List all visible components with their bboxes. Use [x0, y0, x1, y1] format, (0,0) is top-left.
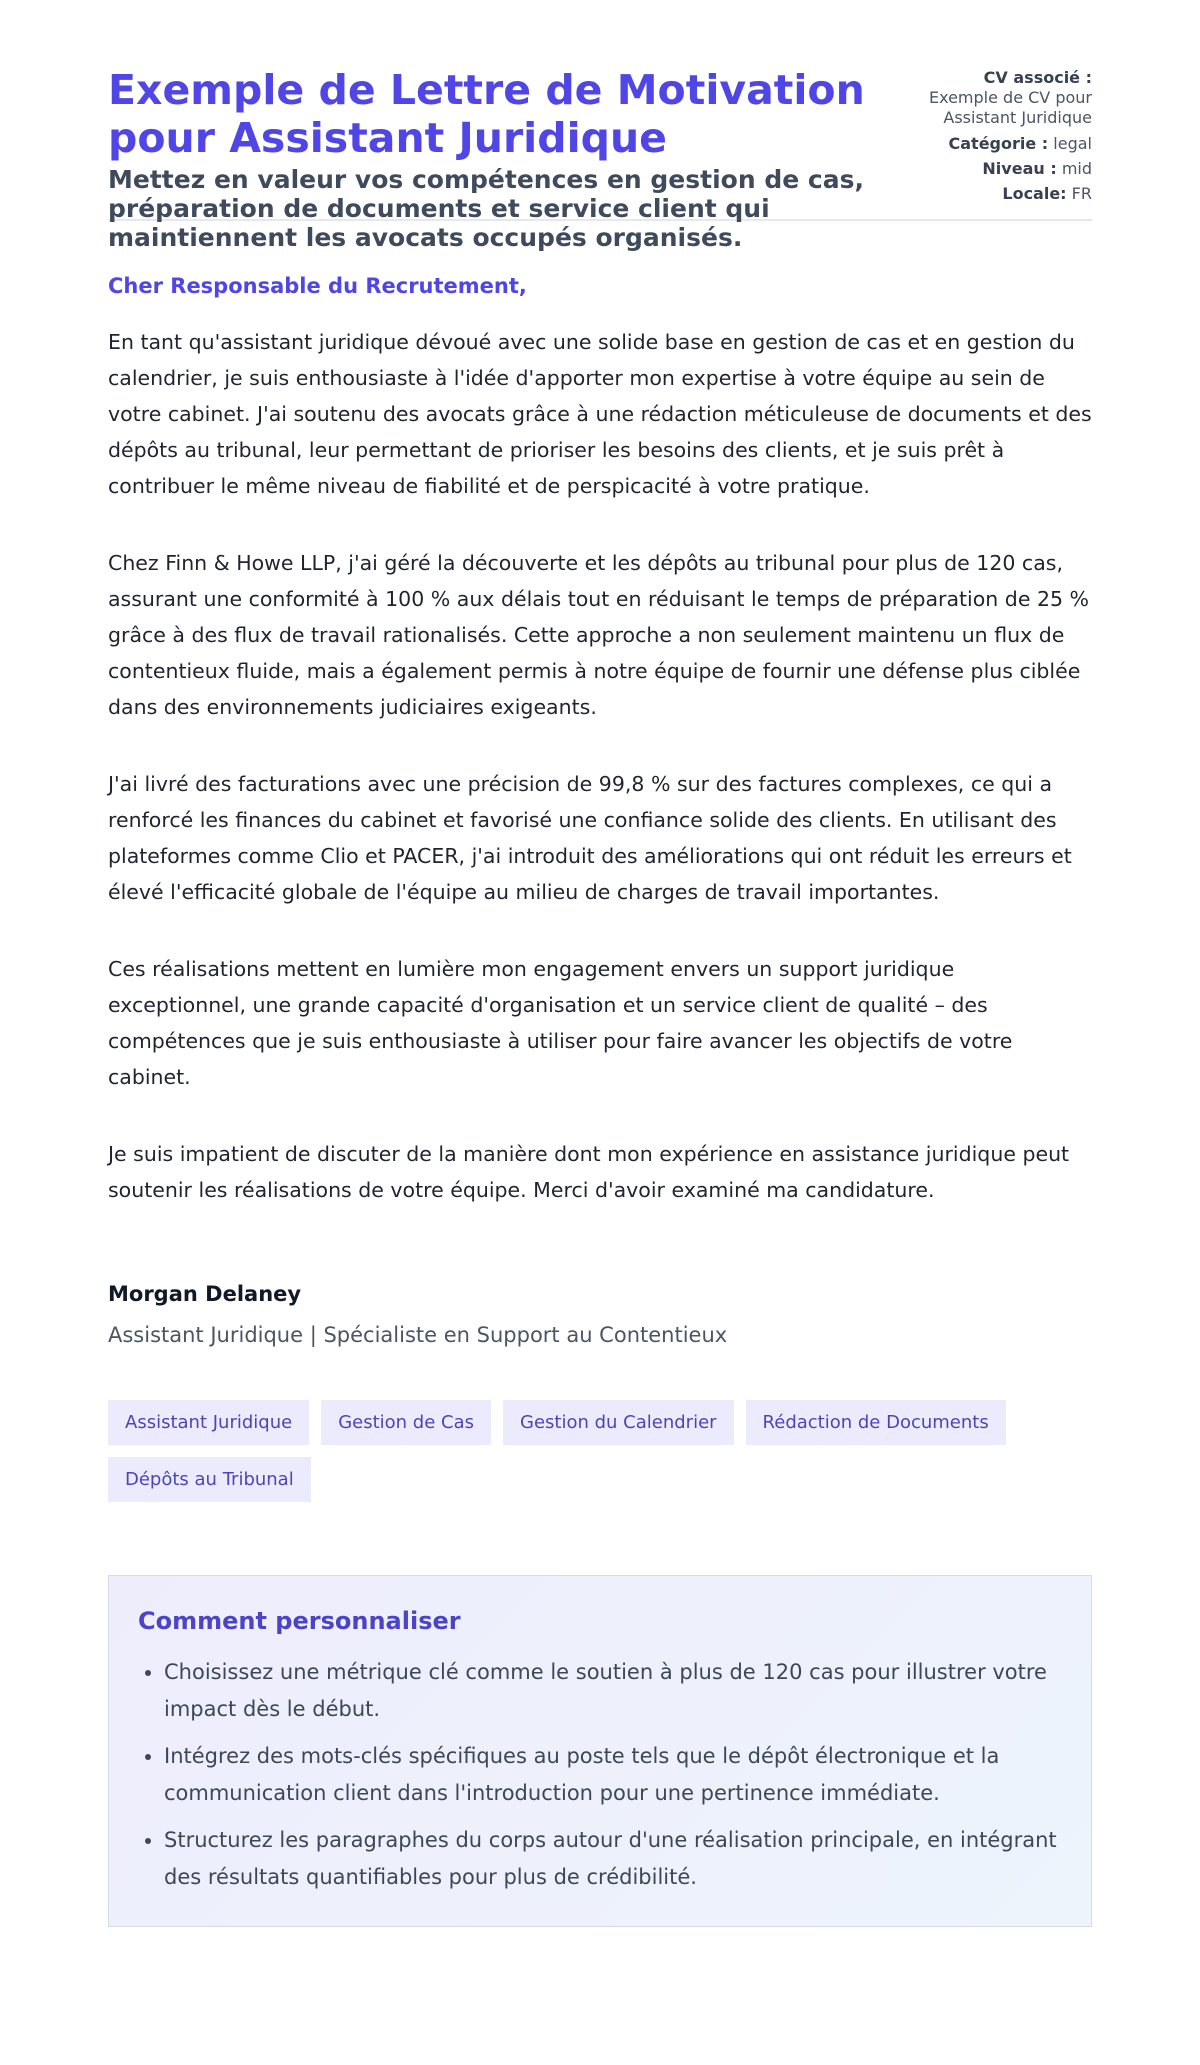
meta-locale — [892, 184, 1092, 204]
skill-tags — [108, 1400, 1068, 1502]
meta-cv — [892, 68, 1092, 128]
letter-paragraph: Ces réalisations mettent en lumière mon engagement envers un support juridique exceptionnel, une grande capacité d'organisation et un service client de qualité – des compétences que je suis enthousiaste à utiliser pour faire avancer les objectifs de votre cabinet. — [108, 957, 1013, 1089]
letter-paragraph: Je suis impatient de discuter de la manière dont mon expérience en assistance juridique peut soutenir les réalisations de votre équipe. Merci d'avoir examiné ma candidature. — [108, 1142, 1070, 1202]
signature-name: Morgan Delaney — [108, 1282, 302, 1306]
skill-tag: Rédaction de Documents — [746, 1400, 1006, 1445]
skill-tag: Gestion du Calendrier — [503, 1400, 734, 1445]
tip-item: • Choisissez une métrique clé comme le soutien à plus de 120 cas pour illustrer votre impact dès le début. — [164, 1654, 1061, 1728]
meta-locale-label: Locale: — [1002, 184, 1067, 203]
meta-cv-value: Exemple de CV pour Assistant Juridique — [929, 88, 1092, 127]
tip-item: • Structurez les paragraphes du corps autour d'une réalisation principale, en intégrant des résultats quantifiables pour plus de crédibilité. — [164, 1822, 1061, 1896]
page-subtitle: Mettez en valeur vos compétences en gestion de cas, préparation de documents et service client qui maintiennent les avocats occupés organisés. — [108, 165, 864, 252]
meta-category-label: Catégorie : — [948, 134, 1049, 153]
letter-paragraph: J'ai livré des facturations avec une précision de 99,8 % sur des factures complexes, ce qui a renforcé les finances du cabinet et favorisé une confiance solide des clients. En utilisant des plateformes comme Clio et PACER, j'ai introduit des améliorations qui ont réduit les erreurs et élevé l'efficacité globale de l'équipe au milieu de charges de travail importantes. — [108, 772, 1072, 904]
meta-level-label: Niveau : — [982, 159, 1057, 178]
tips-list — [138, 1654, 1061, 1896]
letter-paragraph: En tant qu'assistant juridique dévoué avec une solide base en gestion de cas et en gestion du calendrier, je suis enthousiaste à l'idée d'apporter mon expertise à votre équipe au sein de votre cabinet. J'ai soutenu des avocats grâce à une rédaction méticuleuse de documents et des dépôts au tribunal, leur permettant de prioriser les besoins des clients, et je suis prêt à contribuer le même niveau de fiabilité et de perspicacité à votre pratique. — [108, 330, 1092, 498]
letter-body — [108, 324, 1092, 1208]
tips-title: Comment personnaliser — [138, 1607, 461, 1635]
meta-level — [892, 159, 1092, 179]
page-header — [108, 0, 1092, 252]
skill-tag: Gestion de Cas — [321, 1400, 491, 1445]
metadata-panel — [892, 68, 1092, 209]
signature-role: Assistant Juridique | Spécialiste en Support au Contentieux — [108, 1323, 728, 1347]
meta-category-value: legal — [1053, 134, 1092, 153]
skill-tag: Dépôts au Tribunal — [108, 1457, 311, 1502]
tip-item: • Intégrez des mots-clés spécifiques au poste tels que le dépôt électronique et la communication client dans l'introduction pour une pertinence immédiate. — [164, 1738, 1061, 1812]
skill-tag: Assistant Juridique — [108, 1400, 309, 1445]
meta-level-value: mid — [1061, 159, 1092, 178]
meta-cv-label: CV associé : — [983, 68, 1092, 87]
letter-greeting: Cher Responsable du Recrutement, — [108, 274, 527, 298]
meta-category — [892, 134, 1092, 154]
meta-locale-value: FR — [1071, 184, 1092, 203]
letter-paragraph: Chez Finn & Howe LLP, j'ai géré la découverte et les dépôts au tribunal pour plus de 120 cas, assurant une conformité à 100 % aux délais tout en réduisant le temps de préparation de 25 % grâce à des flux de travail rationalisés. Cette approche a non seulement maintenu un flux de contentieux fluide, mais a également permis à notre équipe de fournir une défense plus ciblée dans des environnements judiciaires exigeants. — [108, 551, 1090, 719]
customization-tips-box — [108, 1575, 1092, 1927]
page-title: Exemple de Lettre de Motivation pour Assistant Juridique — [108, 66, 865, 162]
signature-block — [108, 1281, 1092, 1348]
